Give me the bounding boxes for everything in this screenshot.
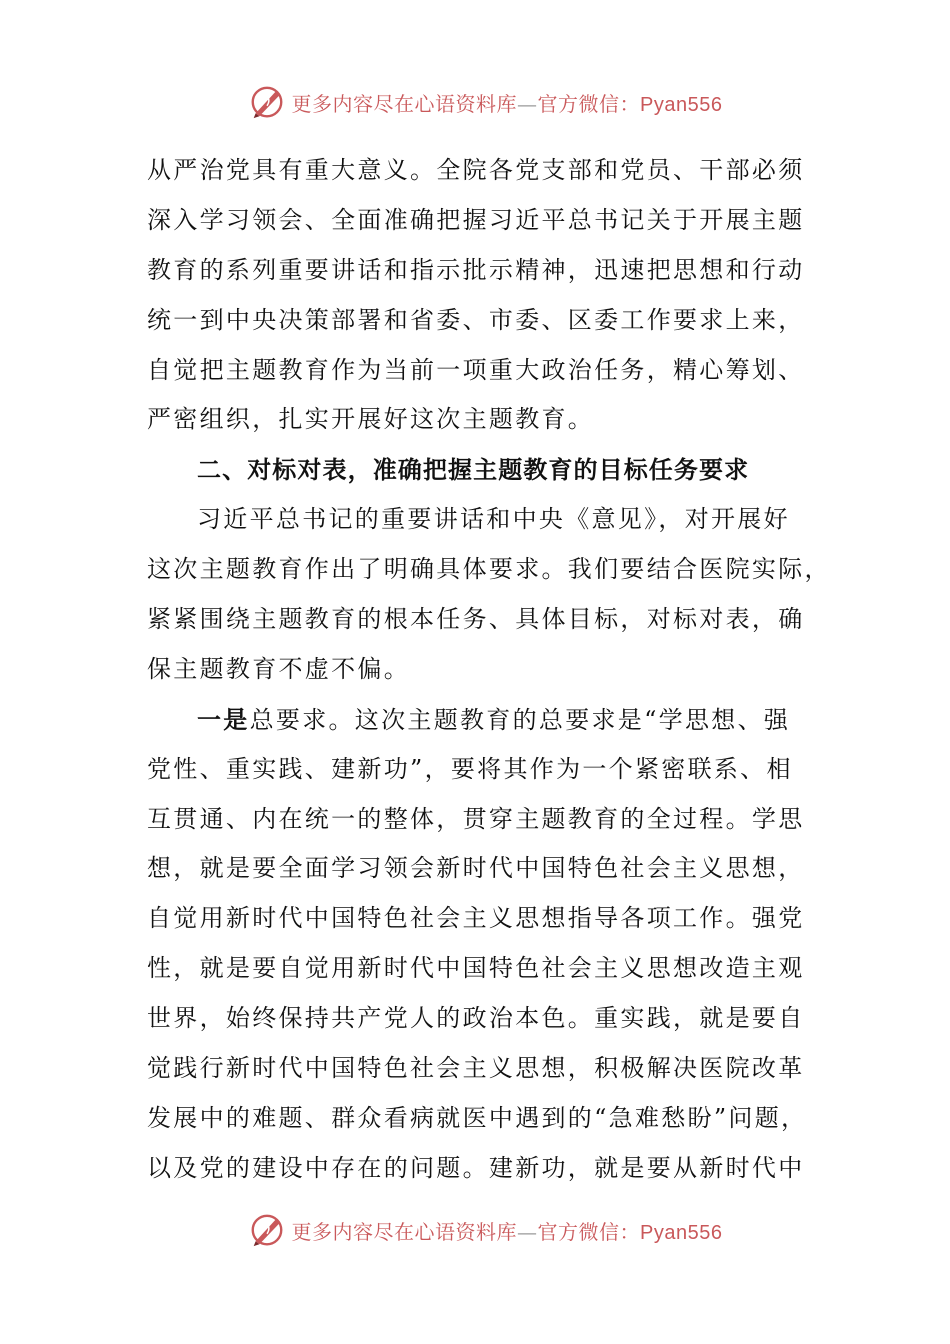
paragraph-first-line bbox=[147, 695, 803, 745]
text-line: 党性、重实践、建新功”，要将其作为一个紧密联系、相 bbox=[147, 754, 793, 783]
header-banner-text bbox=[292, 88, 723, 117]
banner-dash: — bbox=[517, 1219, 538, 1244]
text-line: 自觉用新时代中国特色社会主义思想指导各项工作。强党 bbox=[147, 904, 805, 933]
banner-brand: 更多内容尽在心语资料库 bbox=[291, 91, 518, 116]
text-line: 发展中的难题、群众看病就医中遇到的“急难愁盼”问题， bbox=[147, 1103, 808, 1132]
text-line: 从严治党具有重大意义。全院各党支部和党员、干部必须 bbox=[147, 156, 805, 184]
text-line: 保主题教育不虚不偏。 bbox=[147, 654, 410, 683]
document-body bbox=[147, 146, 831, 1194]
pen-logo-icon bbox=[248, 83, 286, 121]
pen-logo-icon bbox=[248, 1211, 286, 1249]
footer-banner-content bbox=[248, 1211, 723, 1249]
text-line: 以及党的建设中存在的问题。建新功，就是要从新时代中 bbox=[147, 1153, 805, 1182]
banner-brand: 更多内容尽在心语资料库 bbox=[291, 1219, 518, 1244]
banner-dash: — bbox=[517, 91, 538, 116]
footer-banner-text bbox=[292, 1216, 723, 1245]
text-line: 深入学习领会、全面准确把握习近平总书记关于开展主题 bbox=[147, 205, 805, 234]
emphasis-lead: 一是 bbox=[197, 704, 250, 734]
header-banner bbox=[0, 80, 950, 124]
banner-contact-label: 官方微信： bbox=[537, 1219, 641, 1244]
text-line: 这次主题教育作出了明确具体要求。我们要结合医院实际， bbox=[147, 555, 831, 584]
section-heading: 二、对标对表，准确把握主题教育的目标任务要求 bbox=[197, 455, 750, 485]
paragraph-first-line: 习近平总书记的重要讲话和中央《意见》，对开展好 bbox=[197, 505, 790, 534]
banner-contact-id: Pyan556 bbox=[640, 93, 723, 116]
text-span: 总要求。这次主题教育的总要求是“学思想、强 bbox=[249, 705, 791, 734]
text-line: 想，就是要全面学习领会新时代中国特色社会主义思想， bbox=[147, 854, 805, 883]
footer-banner bbox=[0, 1208, 950, 1252]
text-line: 互贯通、内在统一的整体，贯穿主题教育的全过程。学思 bbox=[147, 804, 805, 833]
header-banner-content bbox=[248, 83, 723, 121]
text-line: 性，就是要自觉用新时代中国特色社会主义思想改造主观 bbox=[147, 954, 805, 983]
text-line: 教育的系列重要讲话和指示批示精神，迅速把思想和行动 bbox=[147, 255, 805, 284]
text-line: 世界，始终保持共产党人的政治本色。重实践，就是要自 bbox=[147, 1004, 805, 1033]
banner-contact-id: Pyan556 bbox=[640, 1221, 723, 1244]
text-line: 觉践行新时代中国特色社会主义思想，积极解决医院改革 bbox=[147, 1054, 805, 1083]
banner-contact-label: 官方微信： bbox=[537, 91, 641, 116]
text-line: 自觉把主题教育作为当前一项重大政治任务，精心筹划、 bbox=[147, 355, 805, 384]
text-line: 严密组织，扎实开展好这次主题教育。 bbox=[147, 405, 595, 434]
text-line: 统一到中央决策部署和省委、市委、区委工作要求上来， bbox=[147, 305, 805, 334]
text-line: 紧紧围绕主题教育的根本任务、具体目标，对标对表，确 bbox=[147, 605, 805, 634]
